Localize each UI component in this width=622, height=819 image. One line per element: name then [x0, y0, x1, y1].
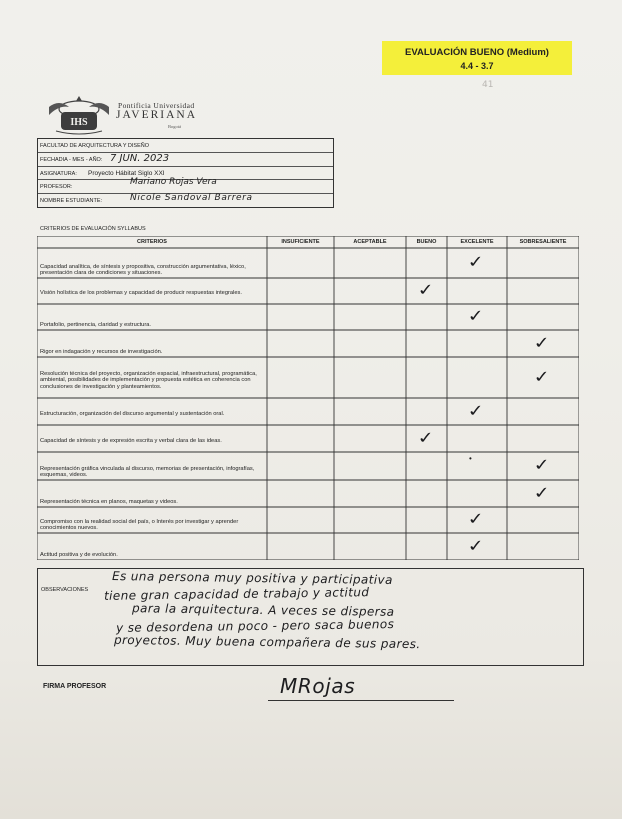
university-name-line1: Pontificia Universidad — [118, 101, 195, 110]
check-mark-icon: ✓ — [466, 535, 485, 555]
header-field-label: FECHADIA - MES - AÑO: — [40, 156, 103, 163]
column-header: SOBRESALIENTE — [519, 239, 567, 245]
check-mark-icon: ✓ — [532, 332, 551, 352]
crest-icon — [44, 93, 114, 137]
criterion-text: Representación gráfica vinculada al discurso, memorias de presentación, infografías, esquemas, videos. — [40, 465, 255, 479]
observation-line: y se desordena un poco - pero saca buenos — [115, 617, 395, 635]
criterion-text: Capacidad de síntesis y de expresión escrita y verbal clara de las ideas. — [40, 437, 222, 444]
badge-title: EVALUACIÓN BUENO (Medium) — [405, 47, 549, 58]
header-field-value: Nicole Sandoval Barrera — [130, 193, 253, 204]
criterion-text: Representación técnica en planos, maquetas y videos. — [40, 499, 178, 506]
column-header: CRITERIOS — [137, 239, 167, 245]
header-row — [38, 193, 333, 207]
signature-label: FIRMA PROFESOR — [43, 683, 107, 690]
table-gridlines — [37, 236, 579, 560]
header-row — [38, 152, 333, 166]
criterion-text: Estructuración, organización del discurso argumental y sustentación oral. — [40, 410, 225, 417]
criterion-text: Actitud positiva y de evolución. — [40, 552, 118, 559]
check-mark-icon: ✓ — [466, 400, 485, 420]
check-mark-icon: ✓ — [416, 279, 435, 300]
criterion-text: Rigor en indagación y recursos de investigación. — [40, 349, 163, 356]
header-row — [38, 179, 333, 193]
observation-line: para la arquitectura. A veces se dispersa — [131, 601, 395, 619]
observation-line: Es una persona muy positiva y participativa — [111, 569, 393, 587]
column-header: BUENO — [416, 239, 437, 245]
header-row — [38, 139, 333, 152]
pen-dot: • — [469, 454, 472, 463]
pencil-mark: 41 — [482, 80, 494, 90]
professor-signature: MRojas — [280, 674, 356, 698]
column-header: ACEPTABLE — [353, 239, 387, 245]
university-name-line3: Bogotá — [168, 124, 181, 129]
observations-label: OBSERVACIONES — [41, 587, 89, 593]
criterion-text: Visión holística de los problemas y capacidad de producir respuestas integrales. — [40, 289, 242, 296]
column-header: EXCELENTE — [460, 239, 494, 245]
header-field-value: Mariano Rojas Vera — [130, 177, 217, 188]
signature-line — [268, 700, 454, 701]
criterion-text: Resolución técnica del proyecto, organización espacial, infraestructural, programática, ambiental, posibilidades de implementación y propuesta estética en coherencia con conclusiones de investigación y planteamientos. — [40, 370, 257, 390]
header-field-value: Proyecto Hábitat Siglo XXI — [88, 169, 165, 177]
university-logo — [44, 93, 214, 137]
criterion-text: Capacidad analítica, de síntesis y propositiva, construcción argumentativa, léxico, presentación clara de condiciones y situaciones. — [40, 263, 246, 277]
svg-text:IHS: IHS — [70, 117, 88, 128]
check-mark-icon: ✓ — [466, 305, 485, 326]
observation-line: tiene gran capacidad de trabajo y actitud — [103, 585, 370, 603]
criterion-text: Portafolio, pertinencia, claridad y estructura. — [40, 322, 151, 329]
observation-line: proyectos. Muy buena compañera de sus pares. — [113, 632, 421, 652]
criteria-table — [37, 236, 579, 560]
university-name-line2: JAVERIANA — [116, 109, 198, 121]
criteria-title: CRITERIOS DE EVALUACIÓN SYLLABUS — [40, 226, 146, 232]
check-mark-icon: ✓ — [466, 251, 485, 272]
header-field-label: PROFESOR: — [40, 184, 73, 191]
criterion-text: Compromiso con la realidad social del país, o Interés por investigar y aprender conocimientos nuevos. — [40, 518, 239, 532]
check-mark-icon: ✓ — [416, 427, 435, 447]
evaluation-badge — [382, 41, 572, 75]
check-mark-icon: ✓ — [532, 366, 551, 386]
header-field-label: NOMBRE ESTUDIANTE: — [40, 198, 103, 205]
check-mark-icon: ✓ — [532, 482, 551, 502]
observations-box — [37, 568, 584, 666]
header-field-value: 7 JUN. 2023 — [110, 152, 170, 164]
check-mark-icon: ✓ — [466, 508, 485, 529]
badge-range: 4.4 - 3.7 — [460, 61, 494, 71]
check-mark-icon: ✓ — [532, 454, 551, 475]
header-field-label: ASIGNATURA: — [40, 170, 77, 177]
header-table — [37, 138, 334, 208]
header-field-label: FACULTAD DE ARQUITECTURA Y DISEÑO — [40, 143, 150, 149]
column-header: INSUFICIENTE — [281, 239, 320, 245]
